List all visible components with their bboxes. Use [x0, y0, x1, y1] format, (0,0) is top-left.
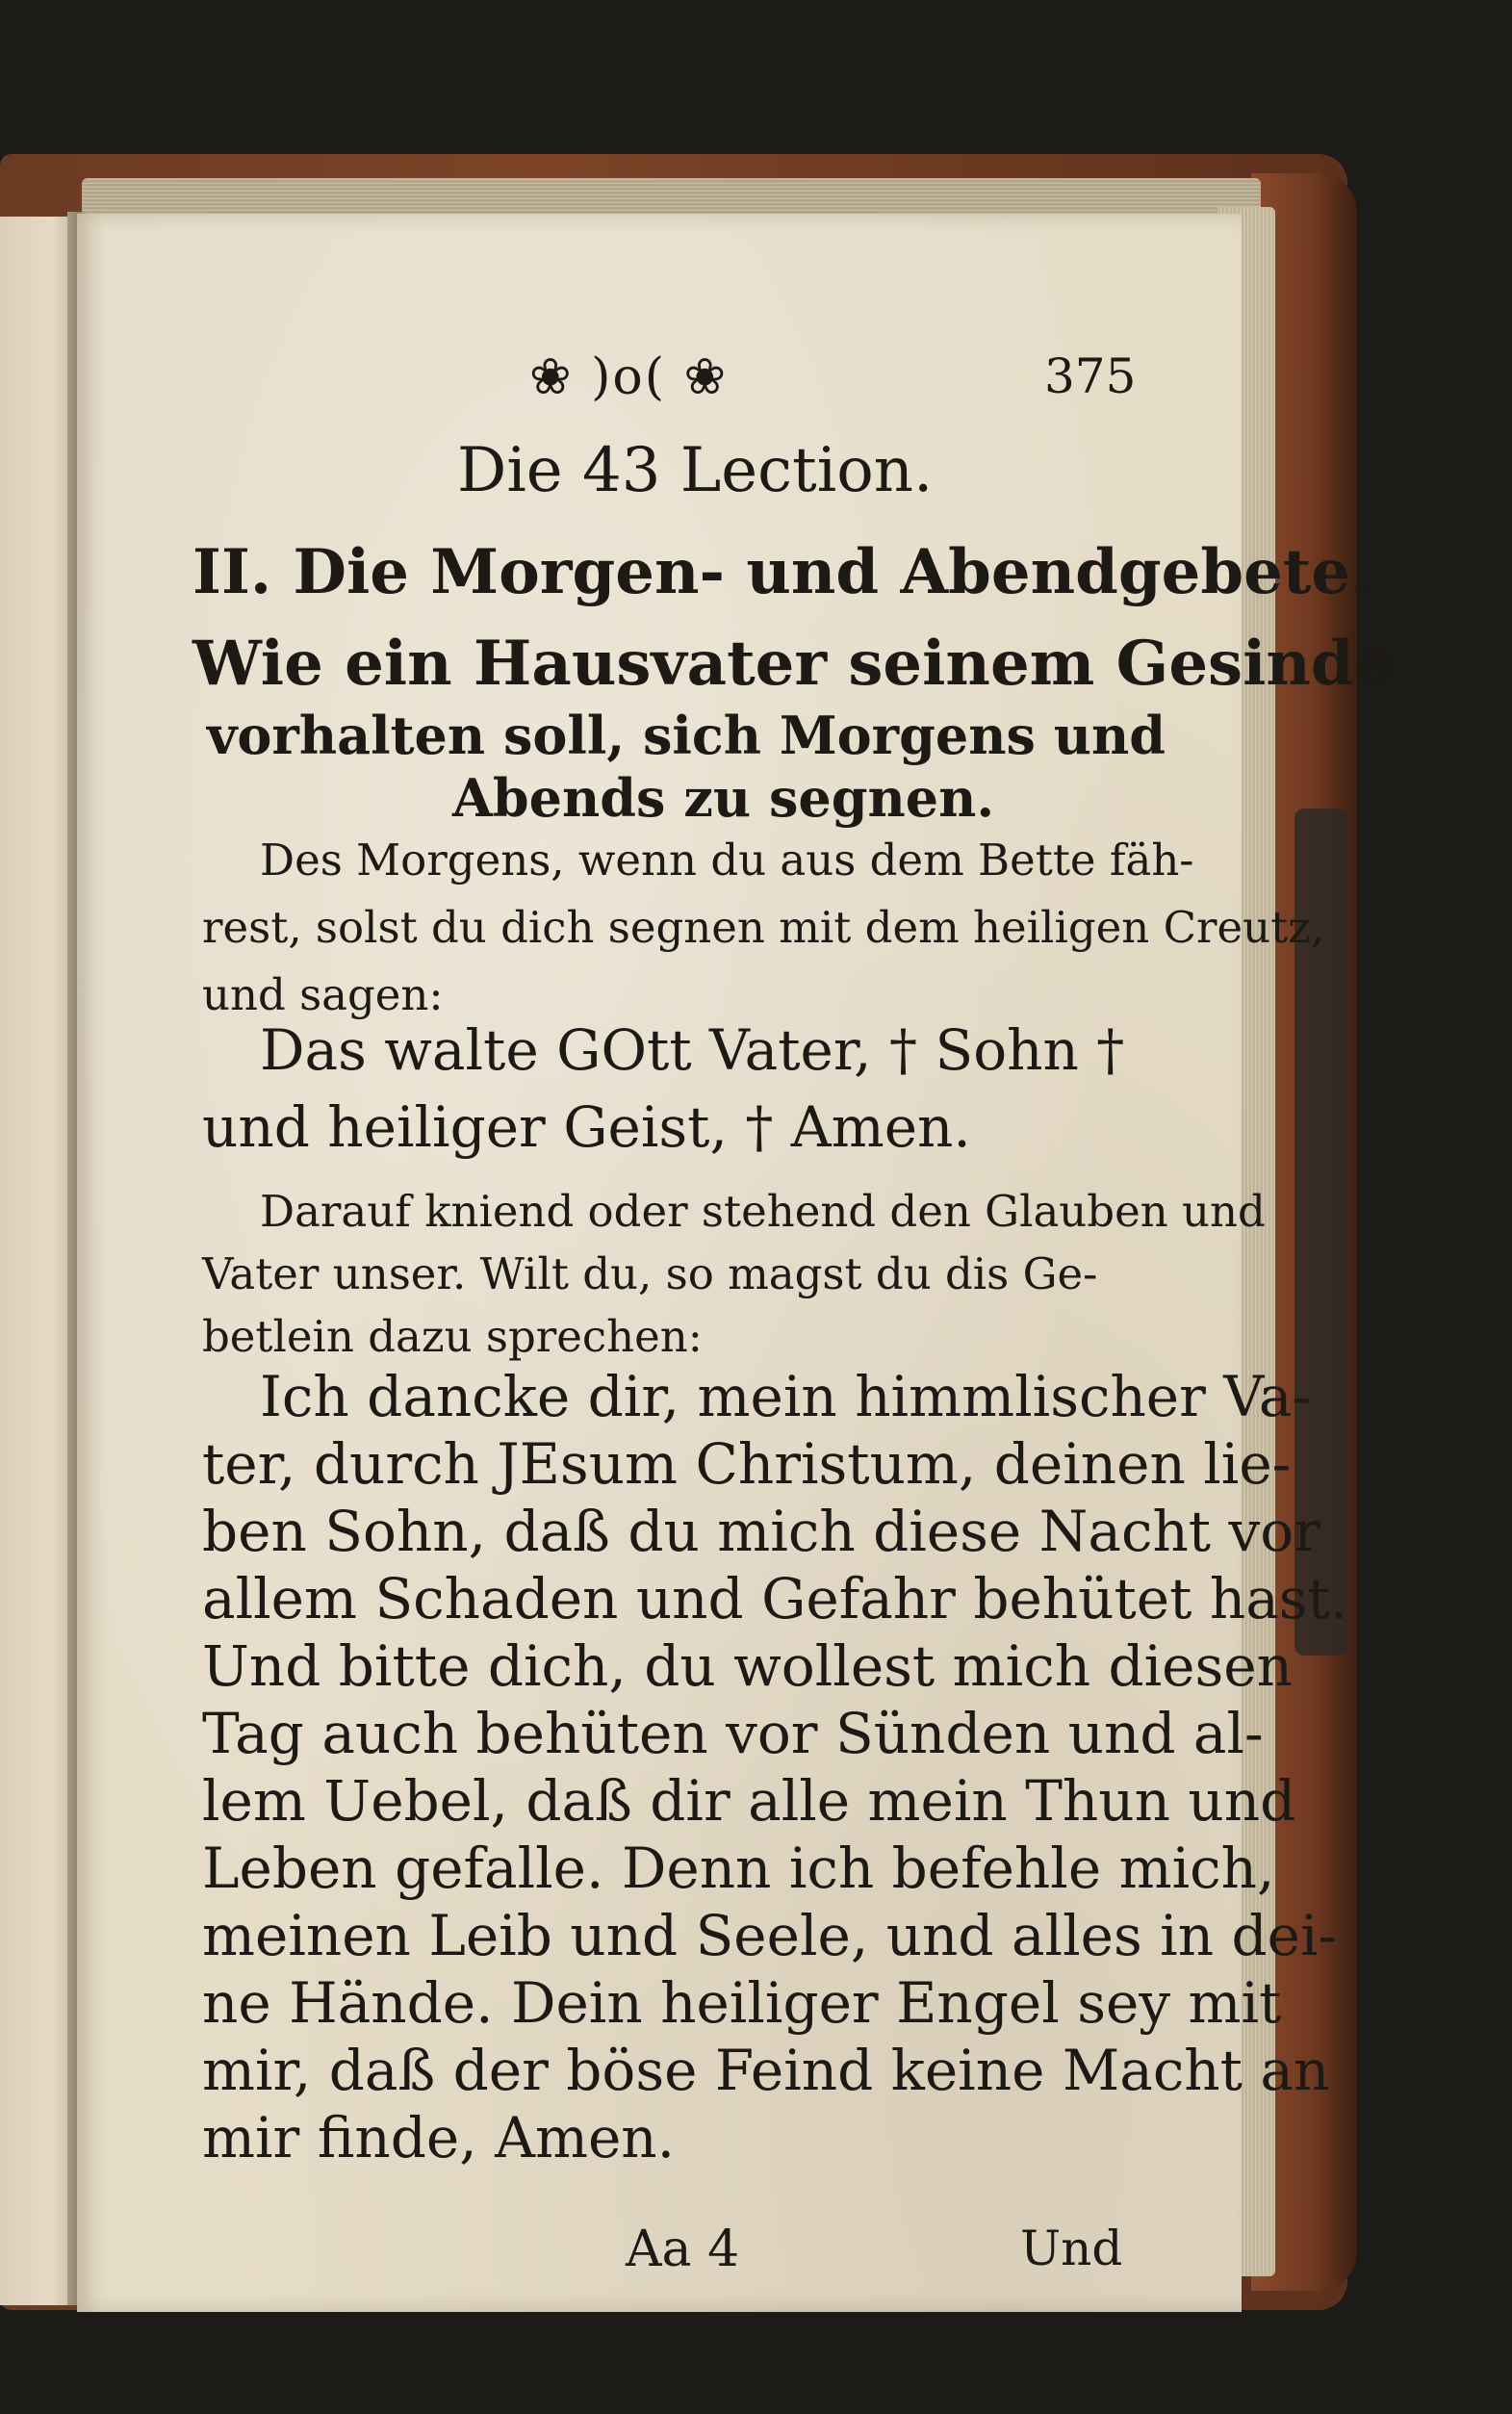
instruction-line: rest, solst du dich segnen mit dem heiligen Creutz, — [202, 902, 1325, 953]
subtitle-line: Abends zu segnen. — [452, 767, 995, 829]
prayer-line: mir finde, Amen. — [202, 2105, 676, 2170]
catchword: Und — [1020, 2221, 1123, 2276]
header-ornament: ❀ )o( ❀ — [529, 348, 729, 406]
instruction-line: Des Morgens, wenn du aus dem Bette fäh- — [260, 835, 1194, 886]
subtitle-line: vorhalten soll, sich Morgens und — [207, 705, 1166, 766]
blessing-line: und heiliger Geist, † Amen. — [202, 1094, 971, 1160]
signature-mark: Aa 4 — [626, 2221, 740, 2278]
prayer-line: Leben gefalle. Denn ich befehle mich, — [202, 1836, 1275, 1901]
prayer-line: ter, durch JEsum Christum, deinen lie- — [202, 1431, 1292, 1497]
subtitle-line: Wie ein Hausvater seinem Gesinde — [192, 628, 1394, 700]
left-facing-page — [0, 217, 75, 2305]
section-title: II. Die Morgen- und Abendgebete. — [192, 536, 1372, 608]
creed-instruction-line: Vater unser. Wilt du, so magst du dis Ge- — [202, 1248, 1098, 1299]
prayer-line: Und bitte dich, du wollest mich diesen — [202, 1633, 1293, 1699]
prayer-line: mir, daß der böse Feind keine Macht an — [202, 2038, 1330, 2103]
prayer-line: ben Sohn, daß du mich diese Nacht vor — [202, 1499, 1320, 1564]
creed-instruction-line: betlein dazu sprechen: — [202, 1311, 703, 1362]
page-number: 375 — [1044, 348, 1137, 404]
lesson-title: Die 43 Lection. — [457, 435, 934, 506]
book-page — [77, 214, 1394, 2312]
prayer-line: allem Schaden und Gefahr behütet hast. — [202, 1566, 1348, 1631]
prayer-line: Tag auch behüten vor Sünden und al- — [202, 1701, 1264, 1766]
prayer-line: ne Hände. Dein heiliger Engel sey mit — [202, 1970, 1282, 2036]
instruction-line: und sagen: — [202, 969, 444, 1020]
prayer-line: Ich dancke dir, mein himmlischer Va- — [260, 1364, 1312, 1429]
prayer-line: lem Uebel, daß dir alle mein Thun und — [202, 1768, 1296, 1834]
prayer-line: meinen Leib und Seele, und alles in dei- — [202, 1903, 1338, 1968]
creed-instruction-line: Darauf kniend oder stehend den Glauben und — [260, 1186, 1266, 1237]
blessing-line: Das walte GOtt Vater, † Sohn † — [260, 1017, 1125, 1083]
